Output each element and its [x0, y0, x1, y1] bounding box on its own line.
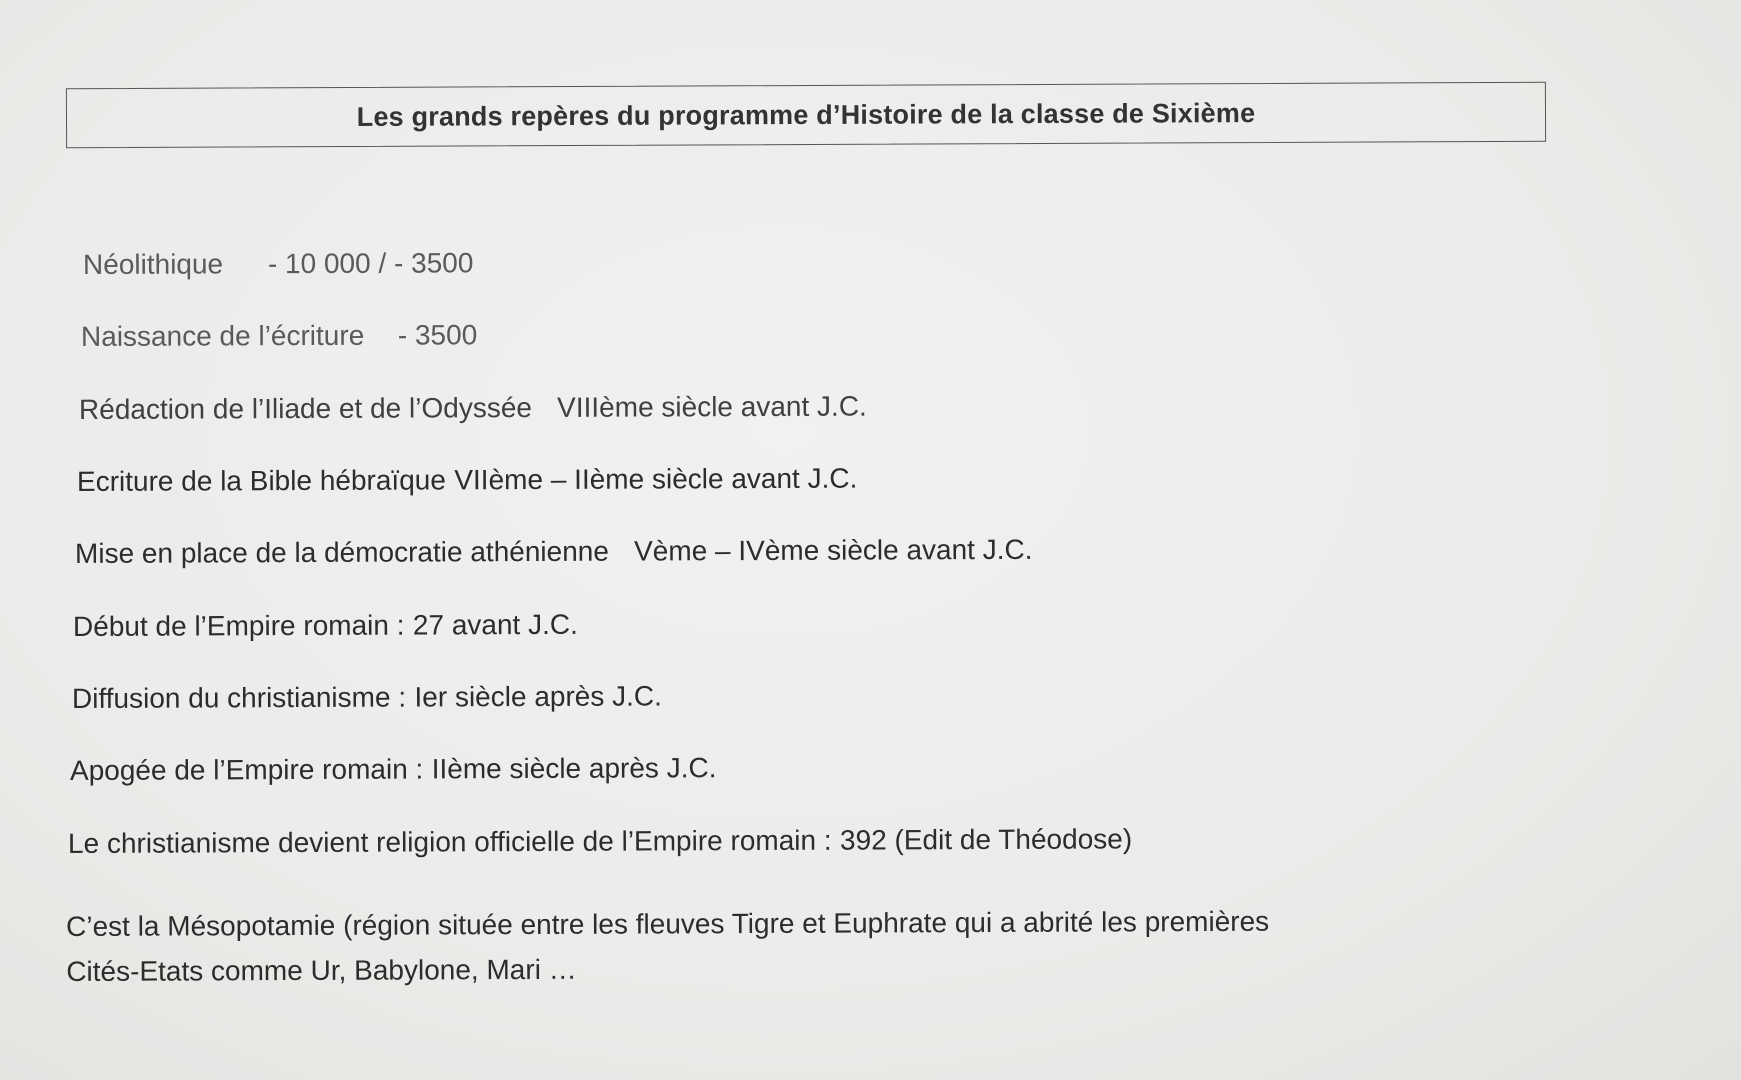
entry-label: Néolithique — [82, 248, 224, 280]
list-item — [79, 391, 867, 426]
entry-label: Début de l’Empire romain : — [72, 609, 405, 642]
paragraph-line: C’est la Mésopotamie (région située entre les fleuves Tigre et Euphrate qui a abrité les premières — [66, 905, 1270, 942]
list-item — [77, 463, 857, 498]
entry-date: 27 avant J.C. — [412, 608, 578, 641]
entry-date: IIème siècle après J.C. — [431, 752, 717, 785]
list-item — [72, 680, 662, 715]
entry-label: Naissance de l’écriture — [80, 319, 365, 352]
entry-label: Mise en place de la démocratie athénienne — [74, 535, 609, 569]
document-title: Les grands repères du programme d’Histoire de la classe de Sixième — [356, 97, 1256, 132]
list-item — [81, 319, 477, 353]
entry-label: Apogée de l’Empire romain : — [69, 753, 424, 786]
paragraph-line: Cités-Etats comme Ur, Babylone, Mari … — [66, 953, 577, 987]
entry-label: Ecriture de la Bible hébraïque — [76, 464, 446, 497]
list-item — [70, 752, 717, 787]
entry-label: Le christianisme devient religion officielle de l’Empire romain : — [67, 824, 832, 859]
closing-paragraph — [66, 899, 1269, 994]
entry-date: VIIème – IIème siècle avant J.C. — [454, 462, 858, 496]
entry-date: - 3500 — [397, 319, 478, 351]
list-item — [75, 534, 1033, 570]
entry-date: - 10 000 / - 3500 — [267, 247, 474, 280]
entry-label: Diffusion du christianisme : — [71, 681, 407, 714]
entry-date: 392 (Edit de Théodose) — [839, 823, 1133, 856]
entry-date: VIIIème siècle avant J.C. — [557, 390, 867, 423]
list-item — [83, 247, 474, 281]
list-item — [68, 823, 1132, 860]
entry-label: Rédaction de l’Iliade et de l’Odyssée — [78, 392, 532, 425]
list-item — [73, 609, 578, 643]
entry-date: Ier siècle après J.C. — [414, 680, 662, 713]
entry-date: Vème – IVème siècle avant J.C. — [634, 533, 1033, 567]
